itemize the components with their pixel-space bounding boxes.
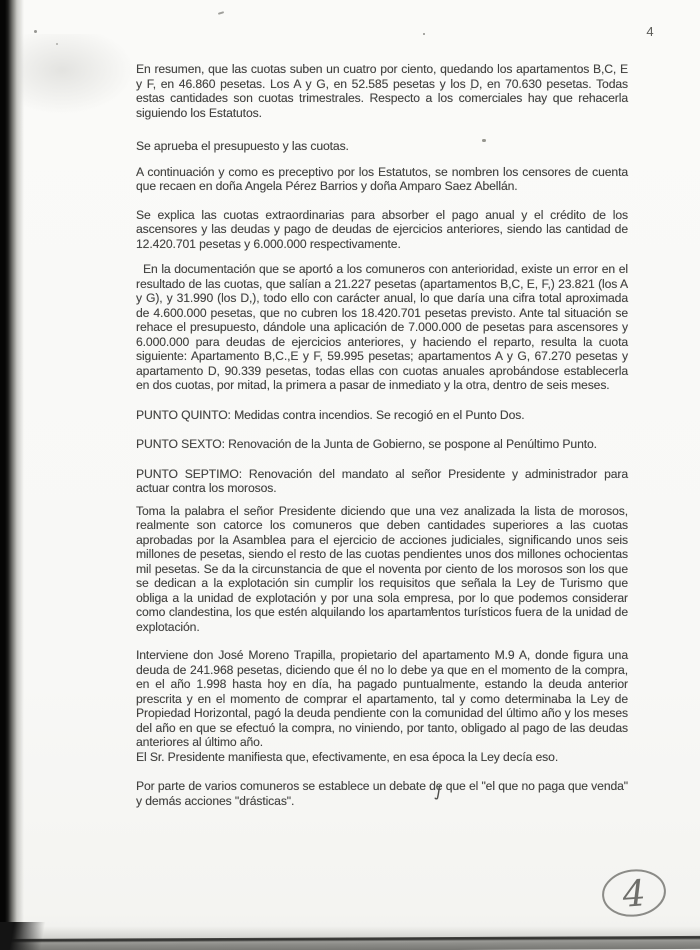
punto-quinto: PUNTO QUINTO: Medidas contra incendios. Se recogió en el Punto Dos. xyxy=(136,407,525,422)
scan-smudge xyxy=(14,34,134,114)
para-resumen-cuotas: En resumen, que las cuotas suben un cuatro por ciento, quedando los apartamentos B,C, E y F, en 46.860 pesetas. Los A y G, en 52.585 pesetas y los D, en 70.630 pesetas. Todas estas cantidades son cuotas trimestrales. Respecto a los comerciales hay que rehacerla siguiendo los Estatutos. xyxy=(136,62,628,120)
scan-corner-dark xyxy=(0,922,52,950)
para-jose-moreno-trapilla: Interviene don José Moreno Trapilla, propietario del apartamento M.9 A, donde figura una deuda de 241.968 pesetas, diciendo que él no lo debe ya que en el momento de la compra, en el año 1.998 hasta hoy en día, ha pagado puntualmente, estando la deuda anterior prescrita y en el momento de comprar el apartamento, tal y como determinaba la Ley de Propiedad Horizontal, pagó la deuda pendiente con la comunidad del último año y los meses del año en que se efectuó la compra, no viniendo, por tanto, obligado al pago de las deudas anteriores al último año. xyxy=(136,648,628,749)
para-presidente-ley: El Sr. Presidente manifiesta que, efectivamente, en esa época la Ley decía eso. xyxy=(136,749,559,764)
para-aprobacion-presupuesto: Se aprueba el presupuesto y las cuotas. xyxy=(136,139,349,153)
stamp-number: 4 xyxy=(621,873,647,916)
scan-speck xyxy=(218,11,224,15)
para-censores-cuenta: A continuación y como es preceptivo por los Estatutos, se nombren los censores de cuenta que recaen en doña Angela Pérez Barrios y doña Amparo Saez Abellán. xyxy=(136,164,628,193)
pen-mark-icon xyxy=(434,785,441,800)
scan-speck xyxy=(34,30,37,33)
para-debate-comuneros: Por parte de varios comuneros se establece un debate de que el "el que no paga que venda" y demás acciones "drásticas". xyxy=(136,779,628,808)
scan-speck xyxy=(56,43,58,45)
para-presidente-morosos: Toma la palabra el señor Presidente diciendo que una vez analizada la lista de morosos, realmente son catorce los comuneros que deben cantidades superiores a las cuotas aprobadas por la Asamblea para el ejercicio de acciones judiciales, significando unos seis millones de pesetas, siendo el resto de las cuotas pendientes unos dos millones ochocientas mil pesetas. Se da la circunstancia de que el noventa por ciento de los morosos son los que se dedican a la explotación sin cumplir los requisitos que señala la Ley de Turismo que obliga a la unidad de explotación y por una sola empresa, por lo que podemos considerar como clandestina, los que estén alquilando los apartamentos turísticos fuera de la unidad de explotación. xyxy=(136,503,628,634)
punto-septimo: PUNTO SEPTIMO: Renovación del mandato al señor Presidente y administrador para actuar contra los morosos. xyxy=(136,466,628,495)
scan-speck xyxy=(423,33,425,35)
scan-bottom-edge xyxy=(0,936,700,950)
document-body xyxy=(136,62,628,808)
page-number: 4 xyxy=(646,24,654,39)
para-cuotas-extraordinarias: Se explica las cuotas extraordinarias para absorber el pago anual y el crédito de los ascensores y las deudas y pago de deudas de ejercicios anteriores, siendo las cantidad de 12.420.701 pesetas y 6.000.000 respectivamente. xyxy=(136,207,628,251)
stamp-circle-icon xyxy=(599,867,669,921)
scan-left-edge xyxy=(0,0,24,950)
punto-sexto: PUNTO SEXTO: Renovación de la Junta de Gobierno, se pospone al Penúltimo Punto. xyxy=(136,437,597,451)
handwritten-page-stamp xyxy=(599,867,669,921)
para-error-documentacion: En la documentación que se aportó a los comuneros con anterioridad, existe un error en el resultado de las cuotas, que salían a 21.227 pesetas (apartamentos B,C, E, F,) 23.821 (los A y G), y 31.990 (los D,), todo ello con carácter anual, lo que daría una cifra total aproximada de 4.600.000 pesetas, que no cubren los 18.420.701 pesetas previsto. Ante tal situación se rehace el presupuesto, dándole una aplicación de 7.000.000 de pesetas para ascensores y 6.000.000 para deudas de ejercicios anteriores, y haciendo el reparto, resulta la cuota siguiente: Apartamento B,C.,E y F, 59.995 pesetas; apartamentos A y G, 67.270 pesetas y apartamento D, 90.339 pesetas, todas ellas con cuotas anuales aprobándose establecerla en dos cuotas, por mitad, la primera a pasar de inmediato y la otra, dentro de seis meses. xyxy=(136,262,628,392)
